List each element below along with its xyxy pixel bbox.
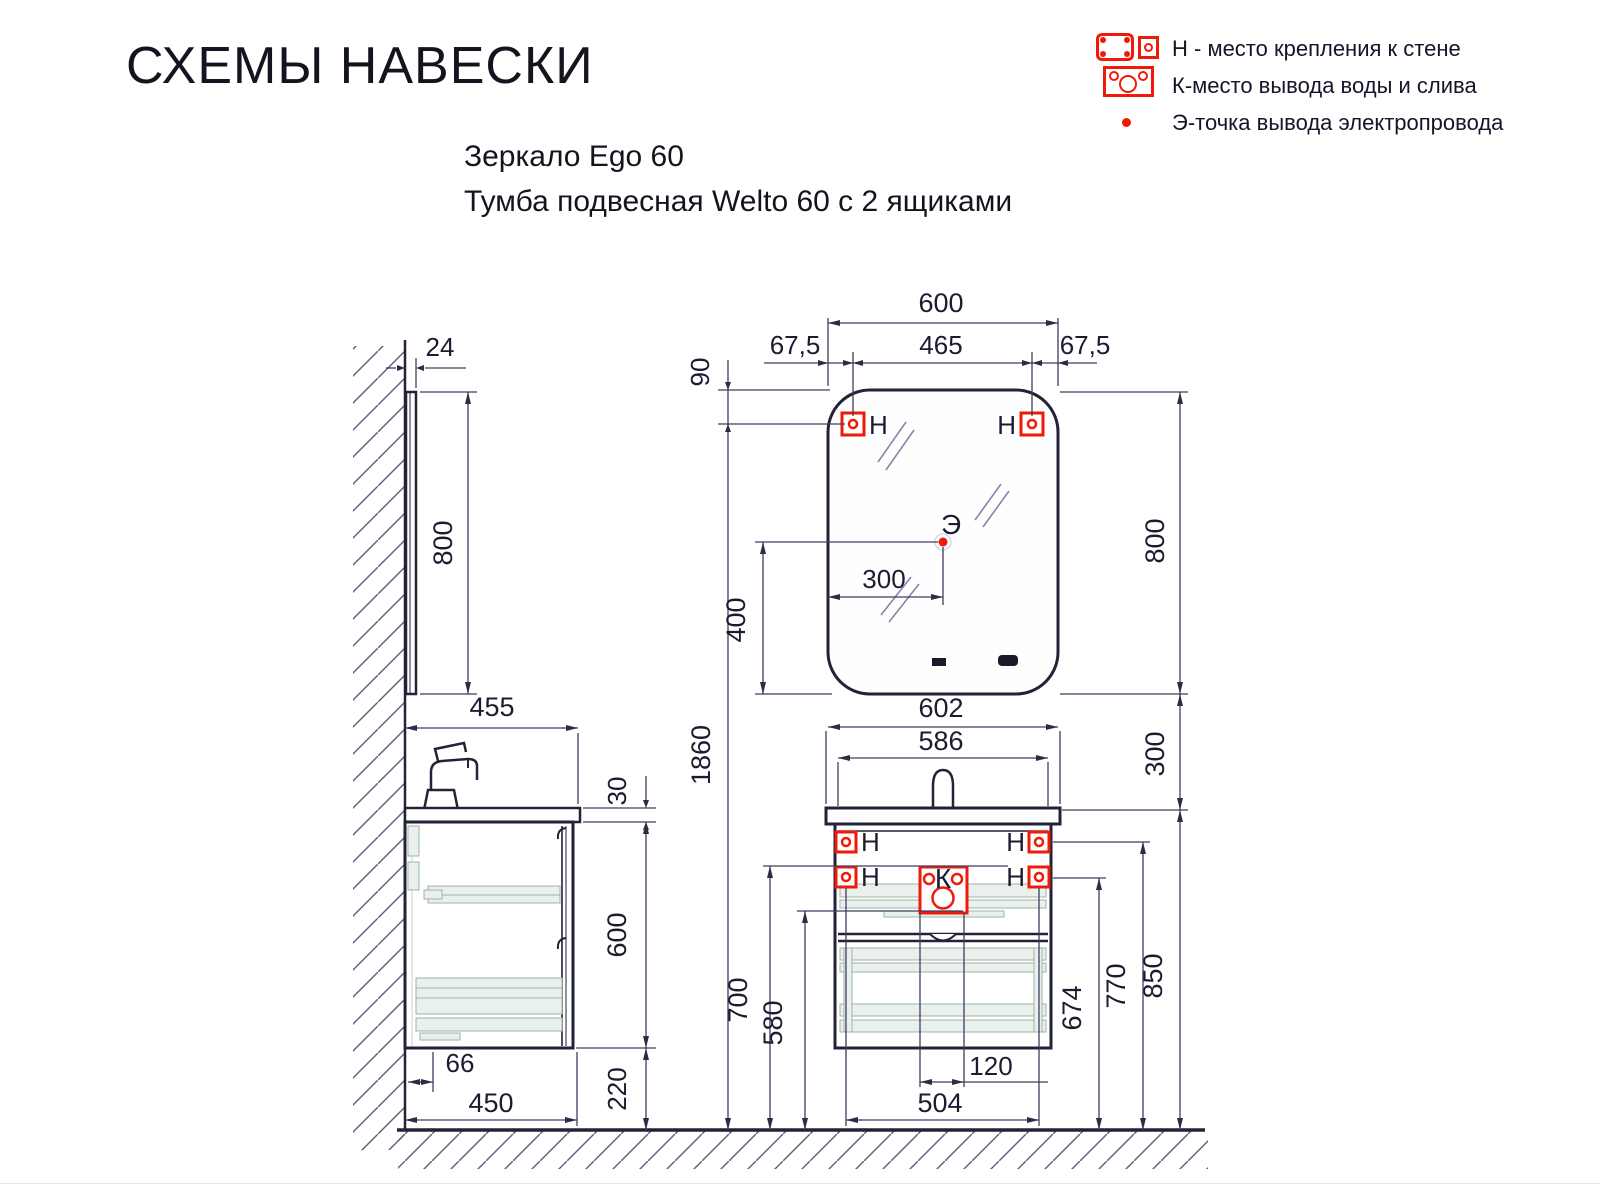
dim-mount-span: 504	[917, 1088, 963, 1118]
touch-sensor-icon	[932, 658, 946, 666]
dim-water-zone-floor: 700	[723, 977, 753, 1023]
dim-cabinet-depth: 450	[468, 1088, 514, 1118]
dim-upper-mounts-floor: 770	[1101, 963, 1131, 1009]
dim-countertop-depth: 455	[469, 692, 515, 722]
legend-label-water-outlet: К-место вывода воды и слива	[1172, 73, 1477, 98]
mirror-side-profile	[406, 392, 416, 694]
dim-outlet-from-bottom: 400	[721, 597, 751, 643]
dim-floor-clearance: 220	[602, 1067, 632, 1111]
product-name-mirror: Зеркало Ego 60	[464, 140, 684, 173]
wall-section	[353, 340, 405, 1150]
page-bottom-divider	[0, 1183, 1600, 1184]
dim-cabinet-width: 586	[918, 726, 964, 756]
water-outlet-label: К	[934, 863, 952, 894]
dim-countertop-thickness: 30	[602, 776, 632, 806]
dim-lower-mounts-floor: 674	[1057, 985, 1087, 1031]
dim-countertop-floor: 850	[1138, 953, 1168, 999]
dim-total-height: 1860	[686, 724, 716, 786]
dim-mirror-to-counter: 300	[1140, 731, 1170, 777]
dim-mount-inset-right: 67,5	[1059, 330, 1111, 360]
faucet-side	[424, 743, 477, 810]
dim-mount-spacing: 465	[919, 330, 963, 360]
water-outlet-zone	[920, 863, 967, 913]
dim-mount-drop: 90	[685, 357, 715, 387]
dim-outlet-from-edge: 300	[862, 564, 906, 594]
dim-drain-floor: 580	[758, 1000, 788, 1046]
mount-label-h: Н	[1006, 862, 1025, 892]
dim-mirror-depth: 24	[425, 332, 455, 362]
mount-label-h: Н	[861, 827, 880, 857]
dim-bottom-inset: 66	[445, 1048, 475, 1078]
mount-label-h: Н	[1006, 827, 1025, 857]
legend-label-wall-mount: Н - место крепления к стене	[1172, 36, 1461, 61]
dim-cabinet-height-side: 600	[602, 912, 632, 958]
floor-section	[397, 1130, 1208, 1169]
dim-mirror-width: 600	[918, 288, 964, 318]
cabinet-front-view	[826, 770, 1060, 1048]
dim-countertop-width: 602	[918, 693, 964, 723]
electrical-label: Э	[940, 509, 962, 540]
product-name-cabinet: Тумба подвесная Welto 60 с 2 ящиками	[464, 185, 1013, 218]
countertop-front	[826, 808, 1060, 824]
dim-mirror-height-front: 800	[1140, 518, 1170, 564]
countertop-side-profile	[405, 808, 580, 822]
page-title: СХЕМЫ НАВЕСКИ	[126, 37, 594, 95]
led-indicator-icon	[998, 655, 1018, 666]
dim-water-zone-width: 120	[969, 1051, 1013, 1081]
legend-label-electrical: Э-точка вывода электропровода	[1172, 110, 1504, 135]
mount-label-h: Н	[869, 410, 888, 440]
dim-mount-inset-left: 67,5	[769, 330, 821, 360]
mount-label-h: Н	[997, 410, 1016, 440]
mount-label-h: Н	[861, 862, 880, 892]
faucet-hole	[933, 770, 953, 808]
dim-mirror-height-side: 800	[428, 520, 458, 566]
